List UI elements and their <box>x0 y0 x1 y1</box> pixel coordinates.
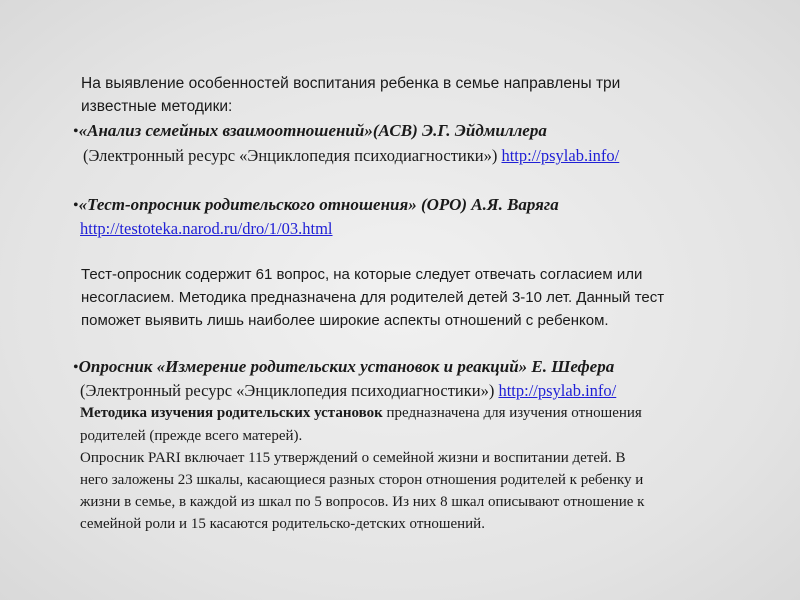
bullet-icon: • <box>73 123 79 140</box>
intro-line-1: На выявление особенностей воспитания ребенка в семье направлены три <box>81 75 621 92</box>
item3-pari-line: Опросник PARI включает 115 утверждений о семейной жизни и воспитании детей. В <box>80 450 626 466</box>
item1-source <box>83 146 619 166</box>
item1-title: «Анализ семейных взаимоотношений»(АСВ) Э.Г. Эйдмиллера <box>78 121 547 140</box>
item2-link-row <box>80 219 333 239</box>
item3-method-bold: Методика изучения родительских установок <box>80 405 383 421</box>
item1-row <box>73 121 547 141</box>
item3-source-text: (Электронный ресурс «Энциклопедия психодиагностики») <box>80 381 495 400</box>
item2-desc-line: Тест-опросник содержит 61 вопрос, на которые следует отвечать согласием или <box>81 266 643 283</box>
bullet-icon: • <box>73 197 79 214</box>
item1-source-text: (Электронный ресурс «Энциклопедия психодиагностики») <box>83 146 498 165</box>
item2-desc-line: несогласием. Методика предназначена для родителей детей 3-10 лет. Данный тест <box>81 289 665 306</box>
item2-desc-line: поможет выявить лишь наиболее широкие аспекты отношений с ребенком. <box>81 312 609 329</box>
item3-row <box>73 357 614 377</box>
item3-method-line2: родителей (прежде всего матерей). <box>80 428 303 444</box>
item3-link[interactable]: http://psylab.info/ <box>498 381 617 400</box>
intro-line-2: известные методики: <box>81 98 233 115</box>
item3-pari-line: семейной роли и 15 касаются родительско-детских отношений. <box>80 516 485 532</box>
item1-link[interactable]: http://psylab.info/ <box>501 146 620 165</box>
item3-method-rest: предназначена для изучения отношения <box>382 405 642 421</box>
item2-row <box>73 195 559 215</box>
item3-source <box>80 381 616 401</box>
bullet-icon: • <box>73 359 79 376</box>
item3-title: Опросник «Измерение родительских установок и реакций» Е. Шефера <box>78 357 615 376</box>
item3-pari-line: жизни в семье, в каждой из шкал по 5 вопросов. Из них 8 шкал описывают отношение к <box>80 494 645 510</box>
item2-title: «Тест-опросник родительского отношения» (ОРО) А.Я. Варяга <box>78 195 559 214</box>
item3-pari-line: него заложены 23 шкалы, касающиеся разных сторон отношения родителей к ребенку и <box>80 472 644 488</box>
item2-link[interactable]: http://testoteka.narod.ru/dro/1/03.html <box>80 219 333 238</box>
item3-method <box>80 405 642 422</box>
